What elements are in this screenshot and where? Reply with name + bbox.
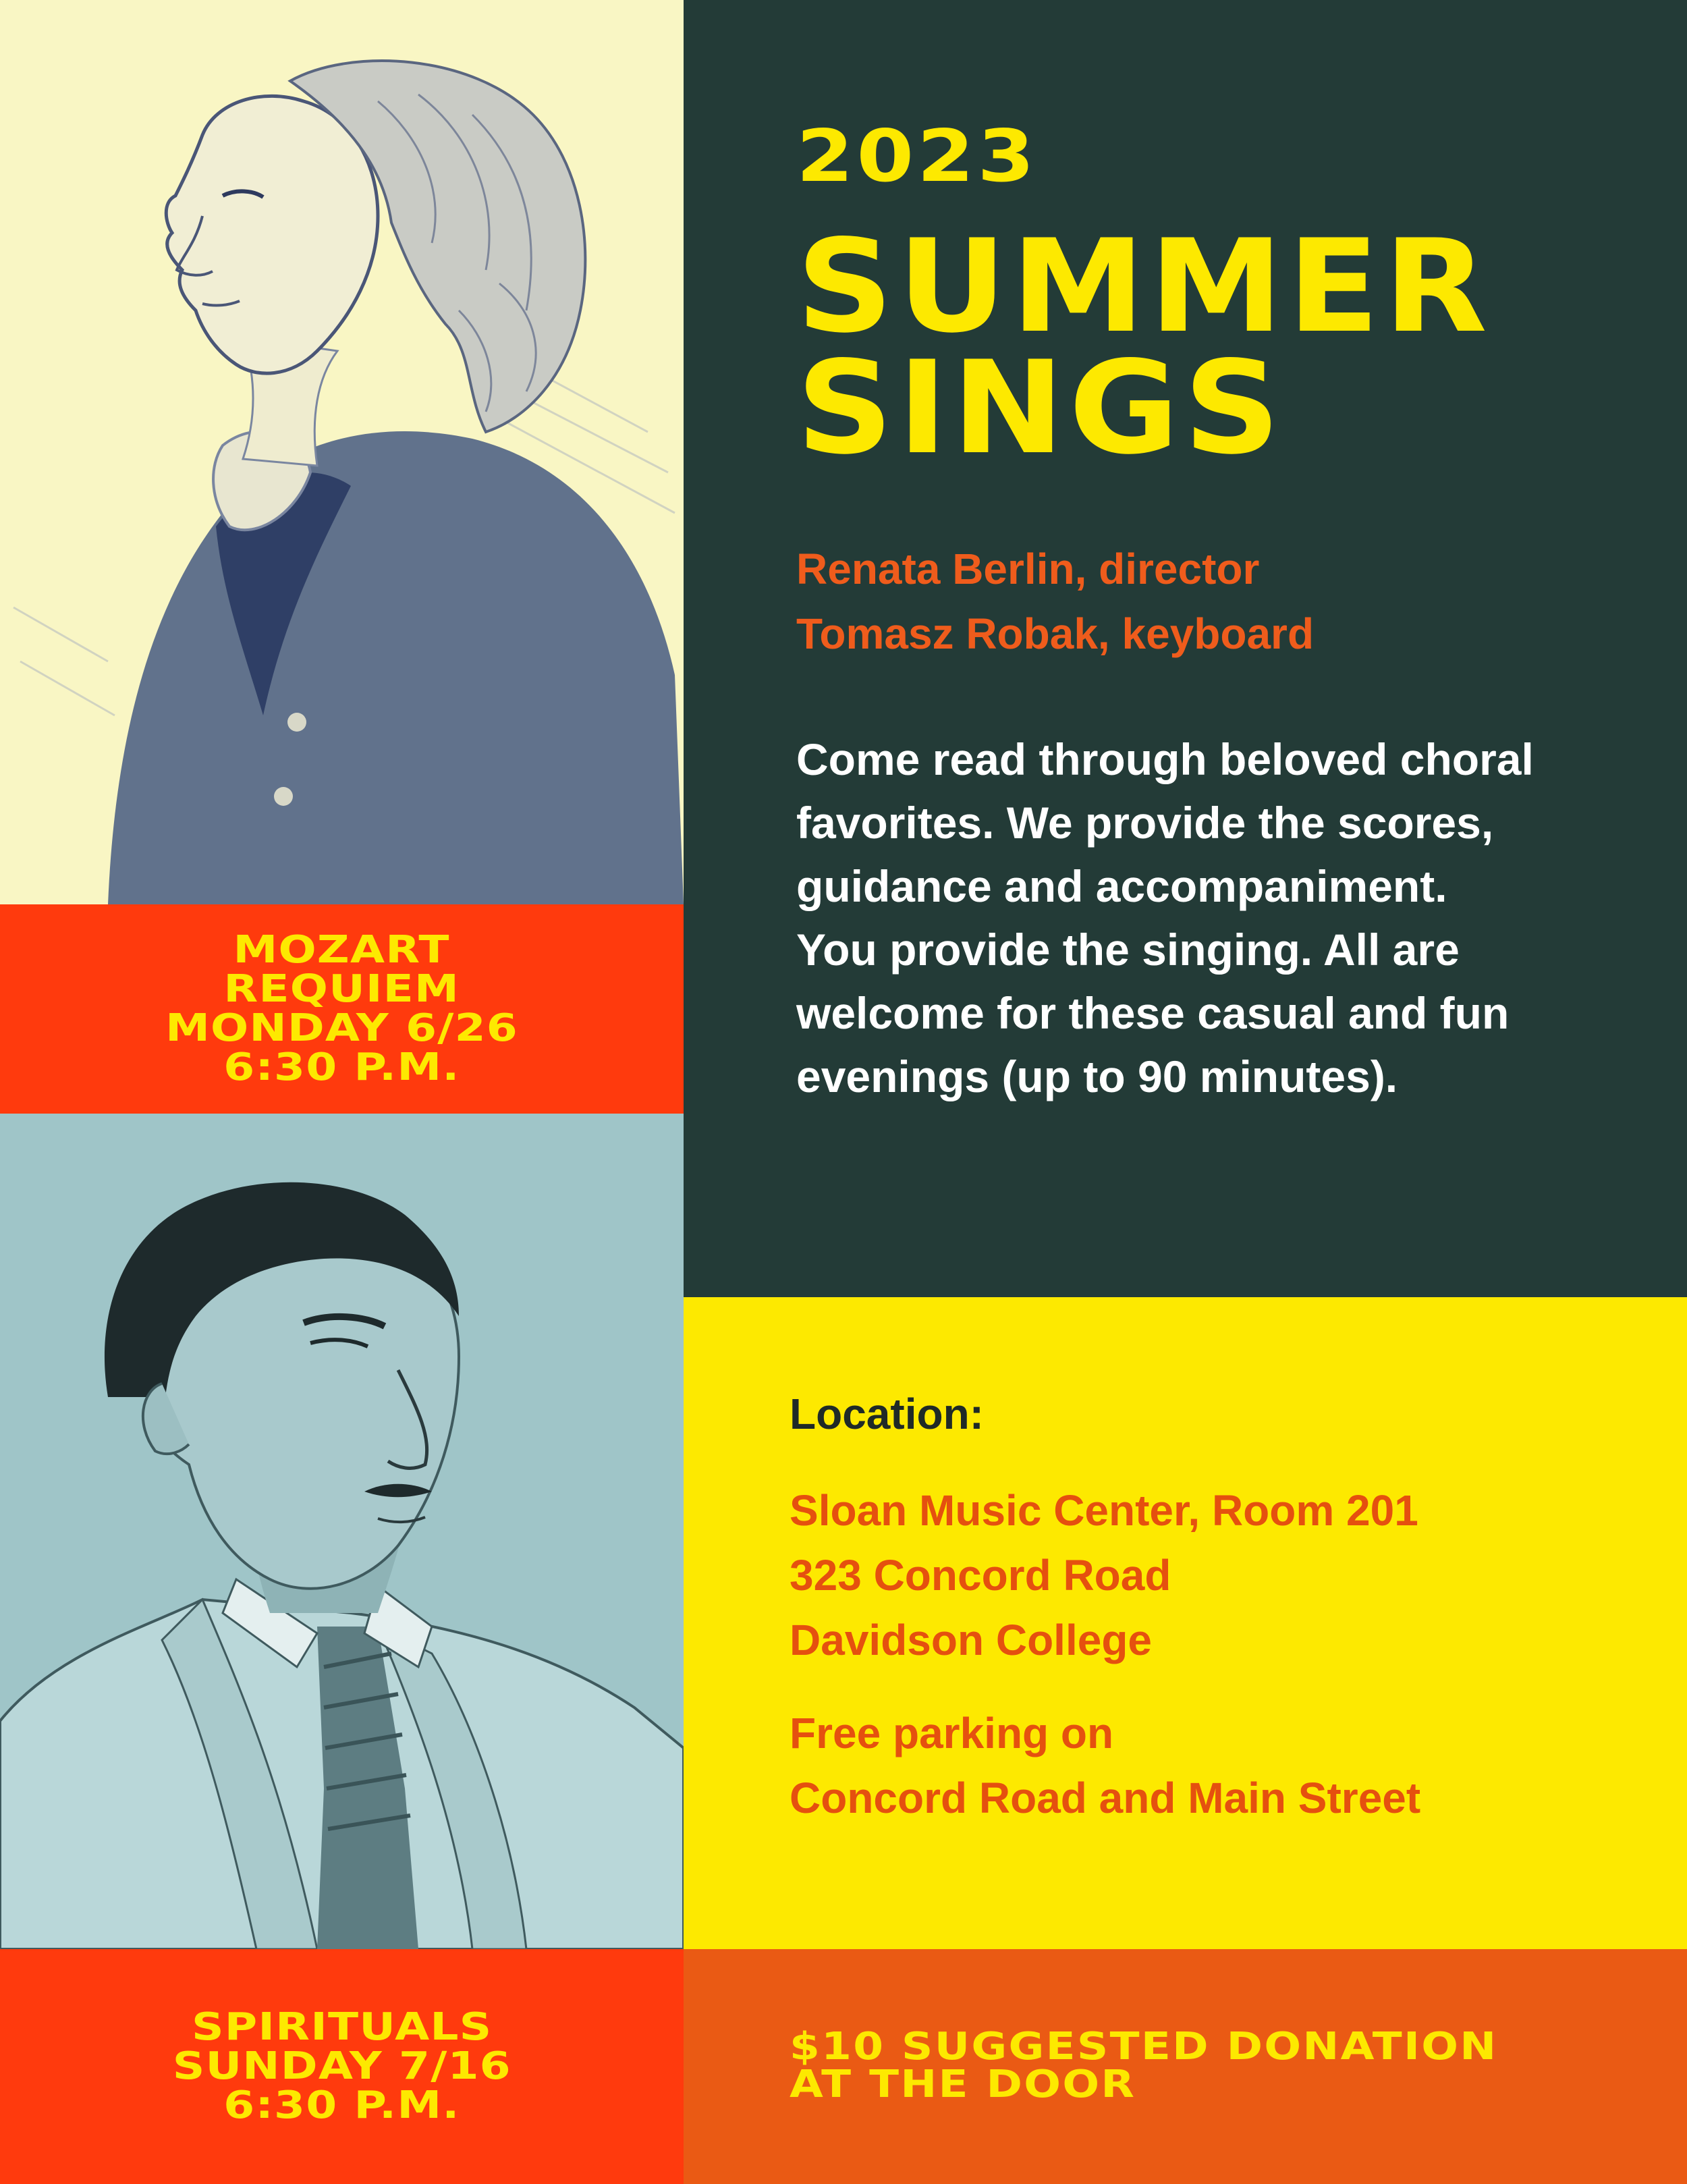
- composer-sketch-image: [0, 1114, 684, 1949]
- credits: [796, 537, 1314, 666]
- donation-text: [790, 2025, 1498, 2106]
- location-address: [790, 1478, 1418, 1672]
- spirituals-event-banner: [0, 1949, 684, 2184]
- description-line: evenings (up to 90 minutes).: [796, 1052, 1398, 1101]
- description-line: favorites. We provide the scores,: [796, 798, 1494, 848]
- title-line-2: SINGS: [796, 333, 1285, 483]
- event-line: MONDAY 6/26: [165, 1006, 518, 1050]
- donation-line: AT THE DOOR: [790, 2063, 1136, 2106]
- address-line: Sloan Music Center, Room 201: [790, 1486, 1418, 1535]
- event-line: SPIRITUALS: [191, 2005, 493, 2049]
- mozart-sketch-image: [0, 0, 684, 904]
- description-line: Come read through beloved choral: [796, 734, 1534, 784]
- description-line: You provide the singing. All are: [796, 925, 1460, 975]
- parking-info: [790, 1701, 1420, 1830]
- event-line: 6:30 P.M.: [223, 2083, 460, 2127]
- address-line: 323 Concord Road: [790, 1551, 1171, 1600]
- event-line: REQUIEM: [223, 967, 460, 1011]
- title-line-1: SUMMER: [796, 212, 1492, 361]
- event-line: MOZART: [233, 928, 451, 972]
- year-heading: 2023: [796, 115, 1038, 198]
- credit-keyboard: Tomasz Robak, keyboard: [796, 609, 1315, 658]
- composer-portrait: [0, 1114, 684, 1949]
- mozart-event-banner: [0, 904, 684, 1114]
- event-line: SUNDAY 7/16: [172, 2044, 511, 2088]
- donation-line: $10 SUGGESTED DONATION: [790, 2025, 1498, 2069]
- description-line: welcome for these casual and fun: [796, 988, 1510, 1038]
- description-line: guidance and accompaniment.: [796, 861, 1447, 911]
- address-line: Davidson College: [790, 1616, 1152, 1664]
- event-line: 6:30 P.M.: [223, 1045, 460, 1089]
- location-label: Location:: [790, 1390, 984, 1438]
- mozart-portrait: [0, 0, 684, 904]
- description: [796, 728, 1534, 1108]
- parking-line: Concord Road and Main Street: [790, 1774, 1421, 1822]
- credit-director: Renata Berlin, director: [796, 545, 1260, 593]
- parking-line: Free parking on: [790, 1709, 1114, 1757]
